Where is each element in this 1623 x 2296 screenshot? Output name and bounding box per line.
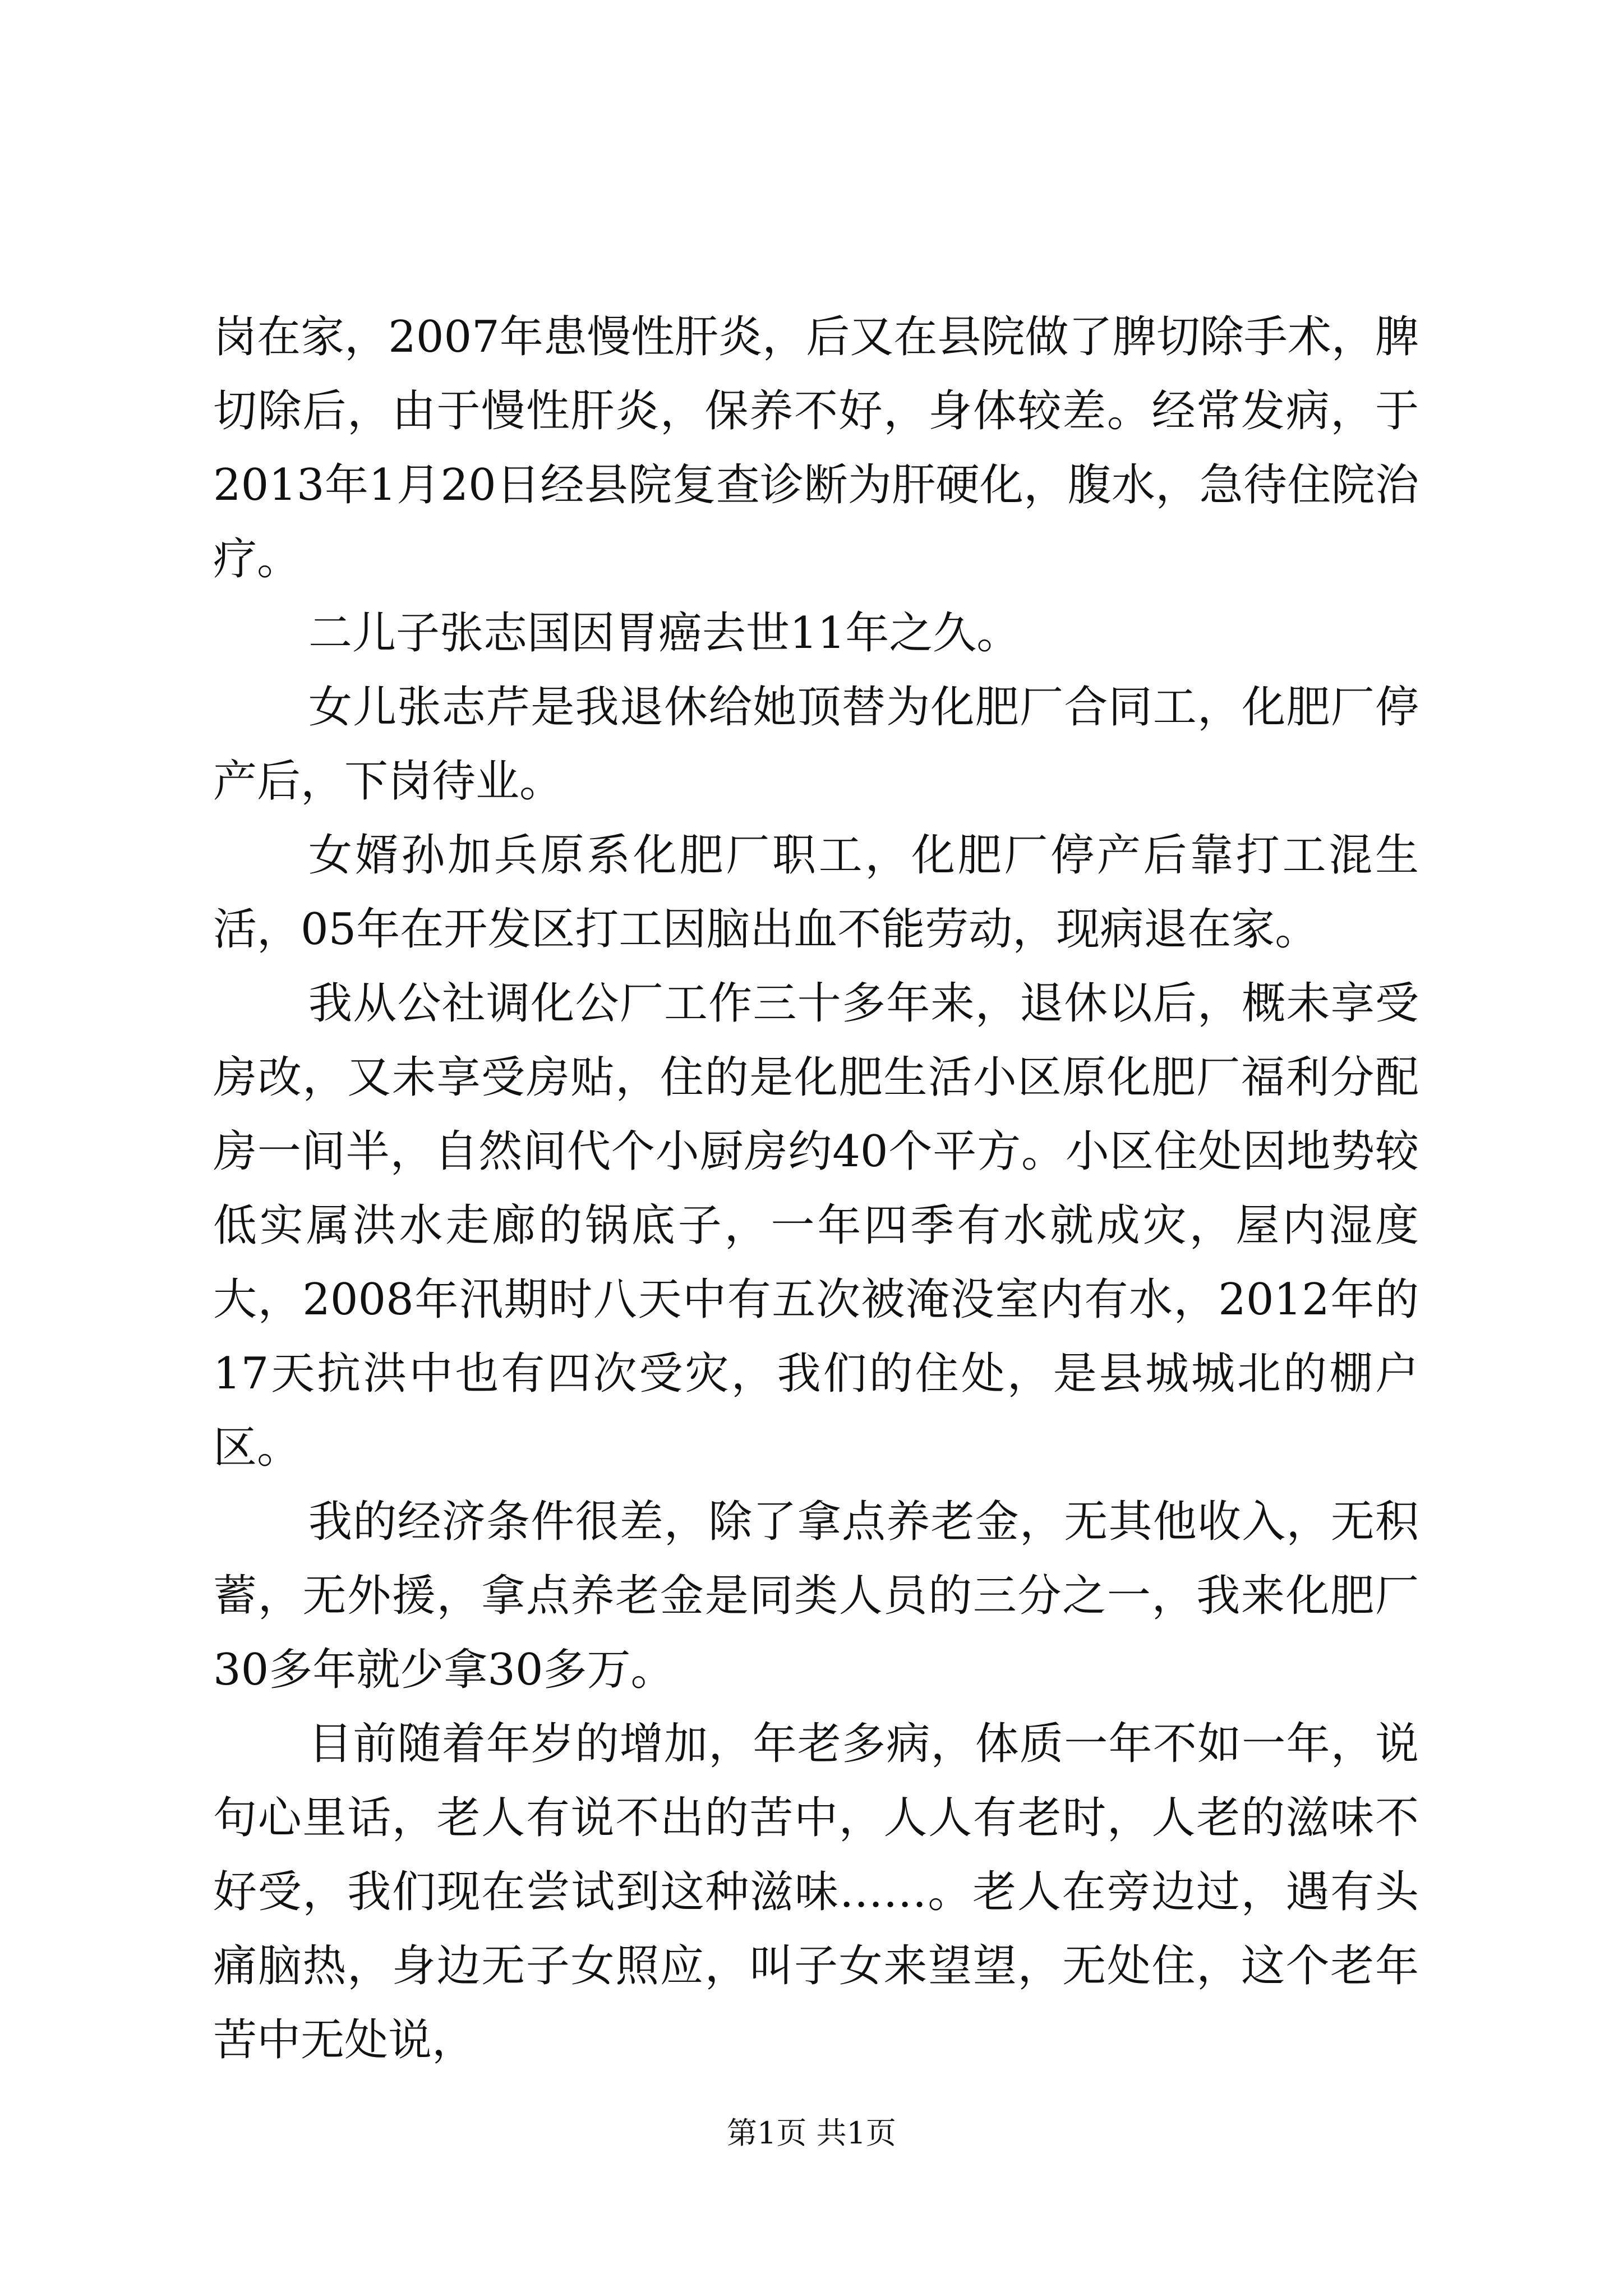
paragraph-2: 二儿子张志国因胃癌去世11年之久。 — [308, 608, 1021, 659]
paragraph-7: 目前随着年岁的增加，年老多病，体质一年不如一年，说句心里话，老人有说不出的苦中，人人有老时，人老的滋味不好受，我们现在尝试到这种滋味……。老人在旁边过，遇有头痛脑热，身边无子女照应，叫子女来望望，无处住，这个老年苦中无处说， — [213, 1719, 1419, 2065]
paragraph-4: 女婿孙加兵原系化肥厂职工，化肥厂停产后靠打工混生活，05年在开发区打工因脑出血不能劳动，现病退在家。 — [213, 830, 1419, 955]
paragraph-5: 我从公社调化公厂工作三十多年来，退休以后，概未享受房改，又未享受房贴，住的是化肥生活小区原化肥厂福利分配房一间半，自然间代个小厨房约40个平方。小区住处因地势较低实属洪水走廊的锅底子，一年四季有水就成灾，屋内湿度大，2008年汛期时八天中有五次被淹没室内有水，2012年的17天抗洪中也有四次受灾，我们的住处，是县城城北的棚户区。 — [213, 978, 1419, 1473]
paragraph-1: 岗在家，2007年患慢性肝炎，后又在县院做了脾切除手术，脾切除后，由于慢性肝炎，保养不好，身体较差。经常发病，于2013年1月20日经县院复查诊断为肝硬化，腹水，急待住院治疗。 — [213, 312, 1419, 585]
paragraph-3: 女儿张志芹是我退休给她顶替为化肥厂合同工，化肥厂停产后，下岗待业。 — [213, 682, 1419, 807]
document-body — [213, 300, 1419, 2077]
paragraph-6: 我的经济条件很差，除了拿点养老金，无其他收入，无积蓄，无外援，拿点养老金是同类人员的三分之一，我来化肥厂30多年就少拿30多万。 — [213, 1497, 1419, 1695]
page-number-footer: 第1页 共1页 — [727, 2115, 896, 2151]
